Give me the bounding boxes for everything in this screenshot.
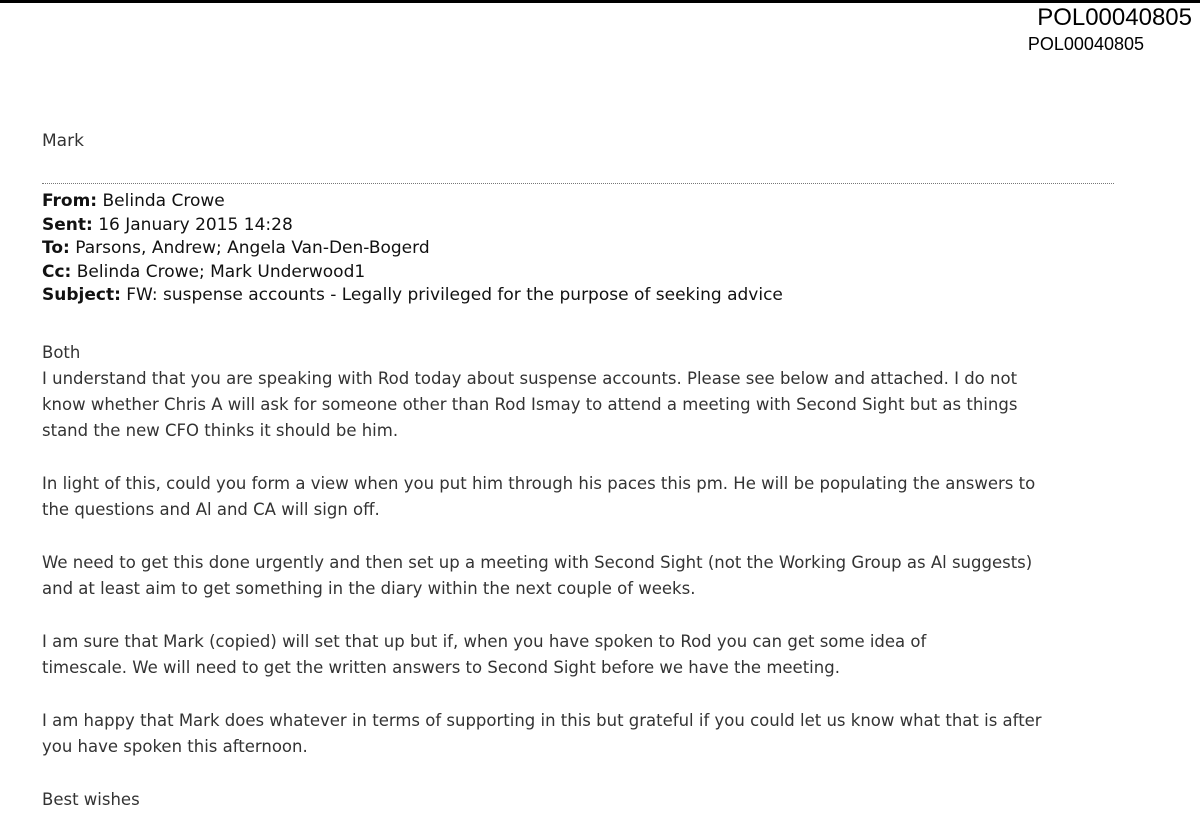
to-value: Parsons, Andrew; Angela Van-Den-Bogerd [75, 238, 430, 258]
sent-value: 16 January 2015 14:28 [98, 214, 293, 235]
cc-row [42, 261, 783, 285]
body-paragraph [42, 708, 1142, 760]
email-body [42, 340, 1142, 840]
top-border [0, 0, 1200, 3]
from-label: From: [42, 191, 98, 211]
body-line: timescale. We will need to get the written answers to Second Sight before we have the meeting. [42, 658, 840, 677]
from-row [42, 190, 783, 214]
body-line: In light of this, could you form a view when you put him through his paces this pm. He will be populating the answers to [42, 474, 1036, 493]
email-header [42, 190, 783, 308]
subject-row [42, 284, 783, 308]
body-line: I understand that you are speaking with Rod today about suspense accounts. Please see below and attached. I do not [42, 369, 1018, 388]
subject-label: Subject: [42, 285, 121, 305]
body-line: We need to get this done urgently and then set up a meeting with Second Sight (not the Working Group as Al suggests) [42, 553, 1033, 572]
header-separator [42, 183, 1114, 184]
body-line: and at least aim to get something in the diary within the next couple of weeks. [42, 579, 696, 598]
from-value: Belinda Crowe [102, 191, 225, 211]
document-reference-stamp: POL00040805 [1037, 4, 1192, 31]
body-paragraph [42, 471, 1142, 523]
body-paragraph [42, 629, 1142, 681]
body-paragraph [42, 366, 1142, 444]
greeting: Mark [42, 131, 84, 151]
to-row [42, 237, 783, 261]
body-line: I am happy that Mark does whatever in terms of supporting in this but grateful if you could let us know what that is after [42, 711, 1042, 730]
body-line: stand the new CFO thinks it should be him. [42, 421, 399, 440]
body-line: the questions and Al and CA will sign off. [42, 500, 380, 519]
cc-value: Belinda Crowe; Mark Underwood1 [76, 261, 366, 282]
salutation: Both [42, 343, 81, 362]
body-line: know whether Chris A will ask for someone other than Rod Ismay to attend a meeting with Second Sight but as things [42, 395, 1018, 414]
signoff: Best wishes [42, 790, 140, 809]
document-reference-stamp-secondary: POL00040805 [1027, 34, 1144, 54]
body-line: I am sure that Mark (copied) will set that up but if, when you have spoken to Rod you can get some idea of [42, 632, 927, 651]
body-line: you have spoken this afternoon. [42, 737, 308, 756]
subject-value: FW: suspense accounts - Legally privileged for the purpose of seeking advice [126, 285, 783, 305]
cc-label: Cc: [42, 261, 72, 282]
to-label: To: [42, 238, 70, 258]
sent-label: Sent: [42, 214, 93, 235]
sent-row [42, 214, 783, 238]
body-paragraph [42, 550, 1142, 602]
